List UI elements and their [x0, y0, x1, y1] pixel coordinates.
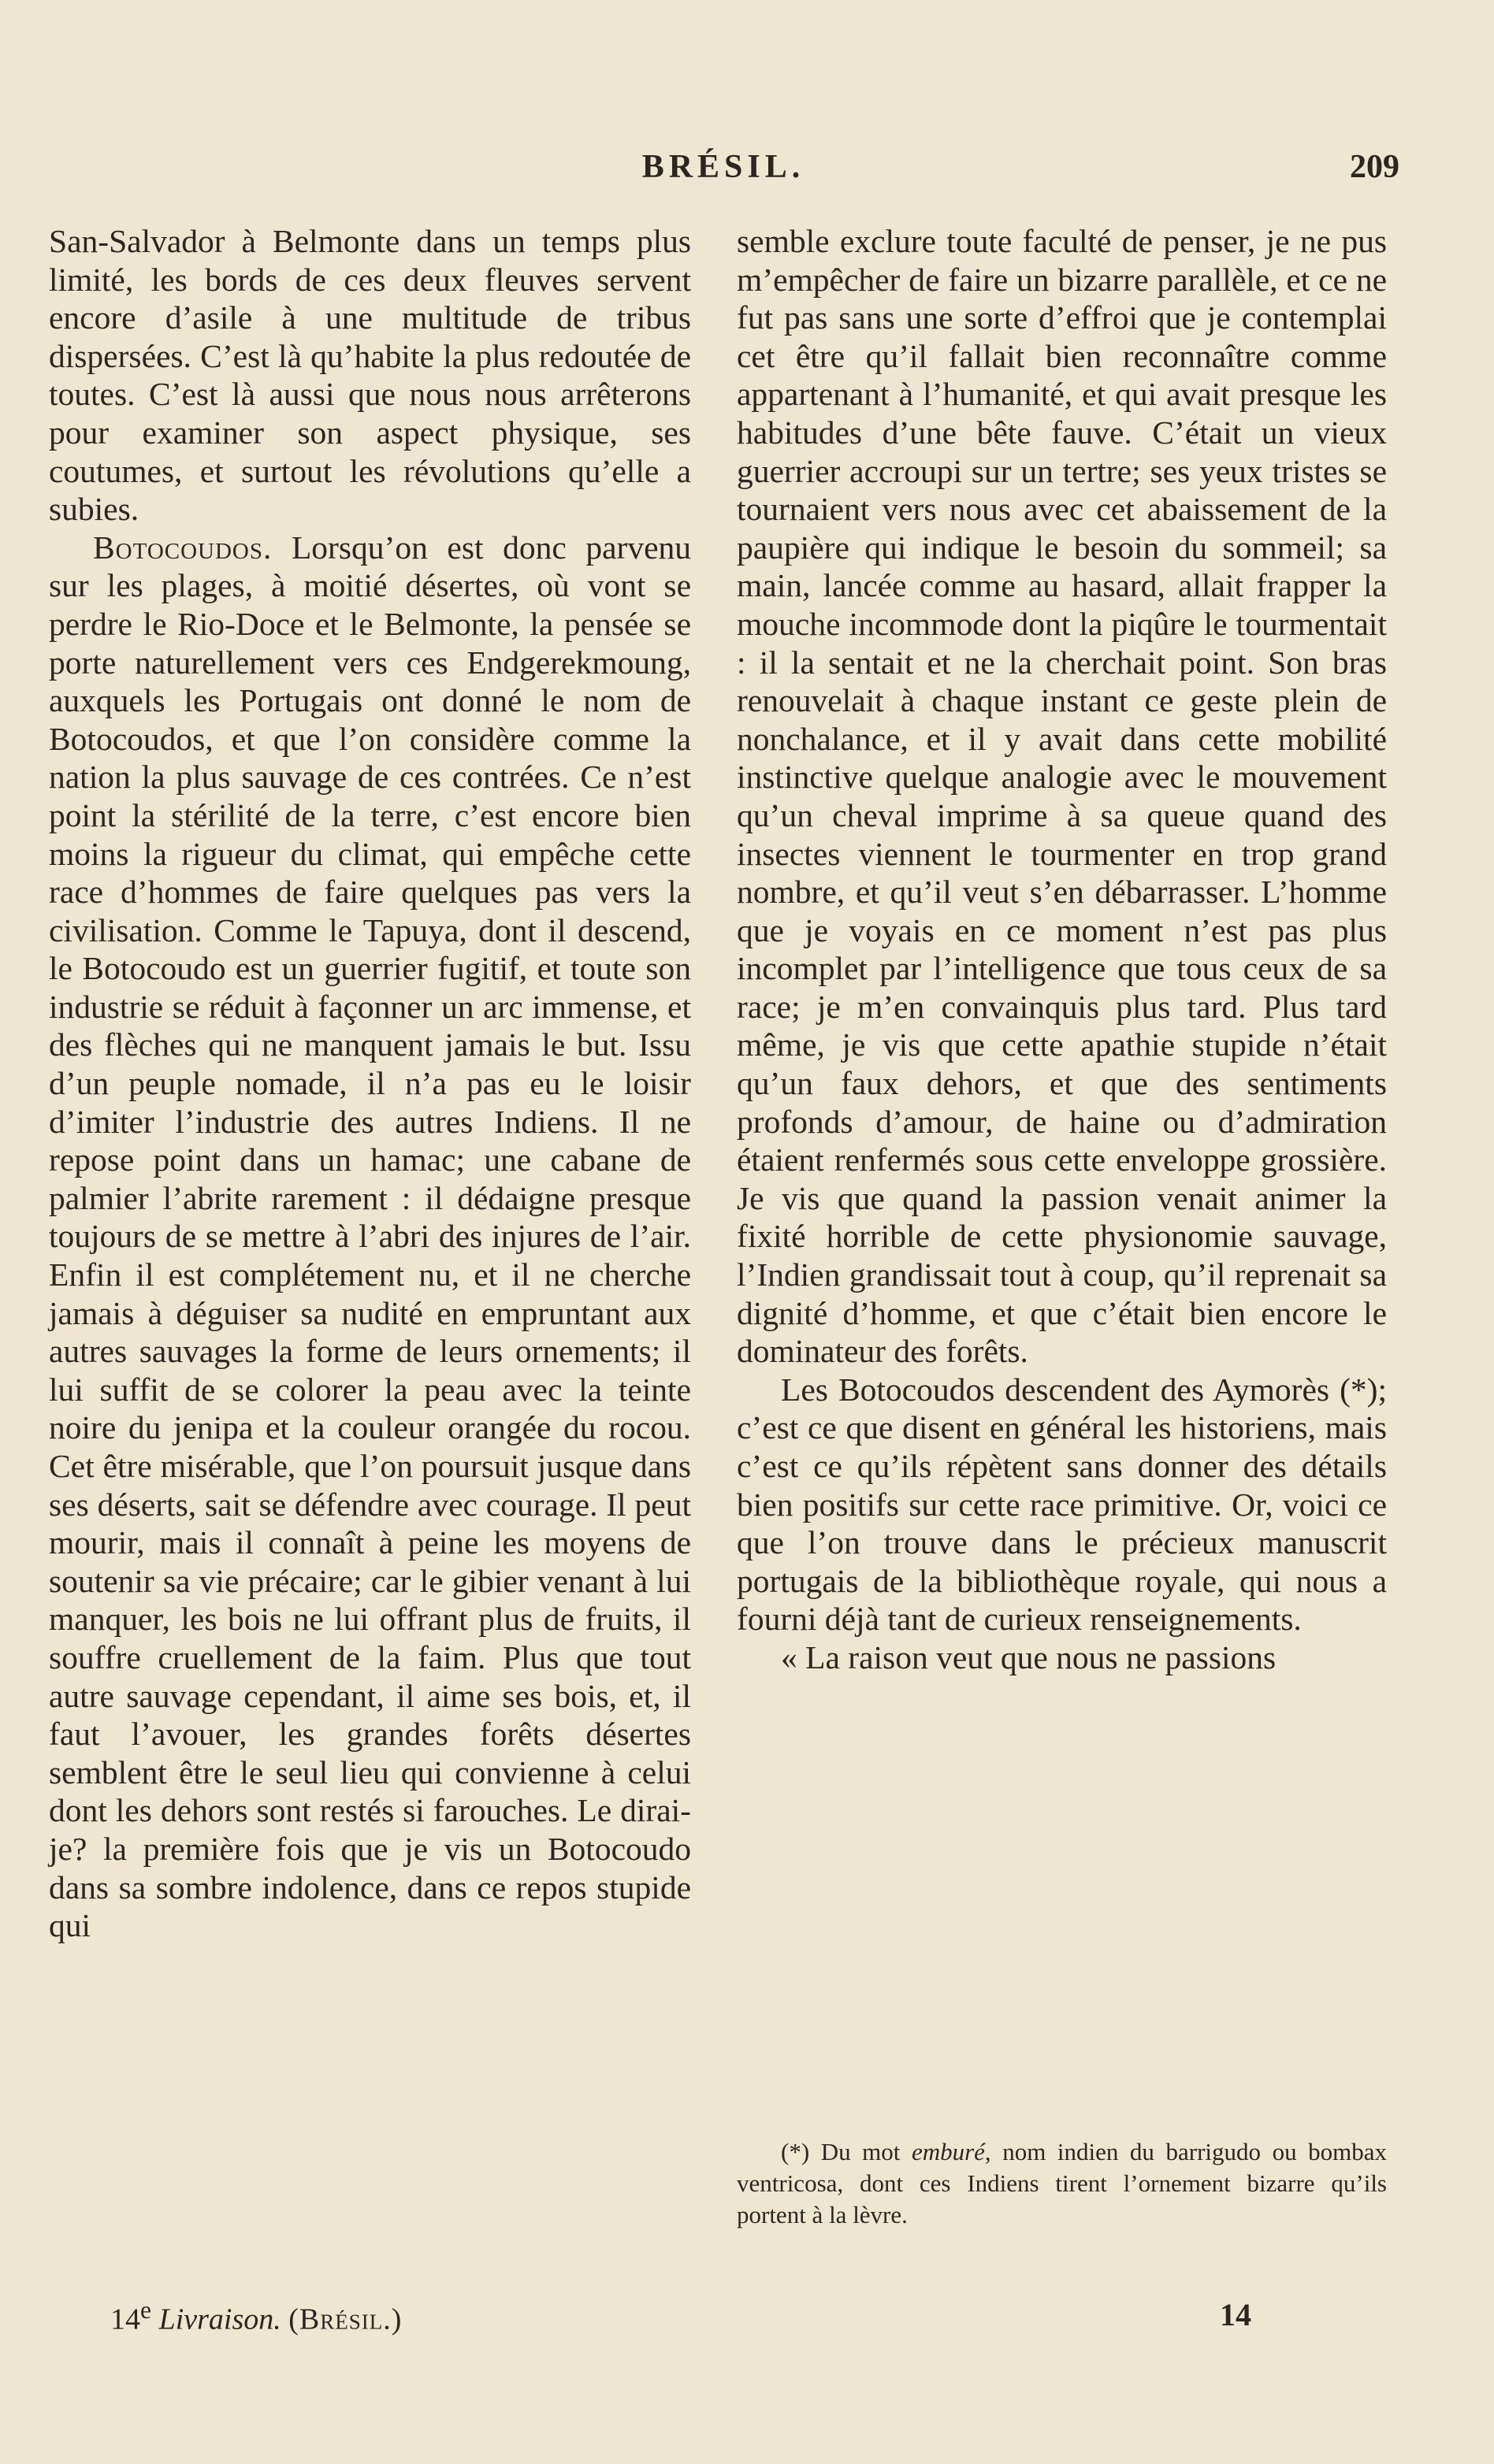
page-number: 209 [1350, 149, 1399, 185]
page-header [47, 142, 1399, 197]
section-lead: Botocoudos. [93, 529, 273, 566]
footnote-emphasis: emburé [911, 2138, 985, 2165]
livraison-word: Livraison. [158, 2303, 281, 2336]
left-paragraph-2 [49, 529, 691, 1945]
livraison-number: 14 [110, 2303, 140, 2336]
running-title: BRÉSIL. [641, 149, 805, 185]
footnote-text-before: (*) Du mot [781, 2138, 912, 2165]
right-paragraph-3: « La raison veut que nous ne passions [781, 1638, 1277, 1675]
right-paragraph-1: semble exclure toute faculté de penser, je ne pus m’empêcher de faire un bizarre parallèle, et ce ne fut pas sans une sorte d’effroi que je contemplai cet être qu’il fallait bien reconnaître comme appartenant à l’humanité, et qui avait presque les habitudes d’une bête fauve. C’était un vieux guerrier accroupi sur un tertre; ses yeux tristes se tournaient vers nous avec cet abaissement de la paupière qui indique le besoin du sommeil; sa main, lancée comme au hasard, allait frapper la mouche incommode dont la piqûre le tourmentait : il la sentait et ne la cherchait point. Son bras renouvelait à chaque instant ce geste plein de nonchalance, et il y avait dans cette mobilité instinctive quelque analogie avec le mouvement qu’un cheval imprime à sa queue quand des insectes viennent le tourmenter en trop grand nombre, et qu’il veut s’en débarrasser. L’homme que je voyais en ce moment n’est pas plus incomplet par l’intelligence que tous ceux de sa race; je m’en convainquis plus tard. Plus tard même, je vis que cette apathie stupide n’était qu’un faux dehors, et que des sentiments profonds d’amour, de haine ou d’admiration étaient renfermés sous cette enveloppe grossière. Je vis que quand la passion venait animer la fixité horrible de cette physionomie sauvage, l’Indien grandissait tout à coup, qu’il reprenait sa dignité d’homme, et que c’était bien encore le dominateur des forêts. [737, 223, 1387, 1370]
right-column [737, 222, 1387, 1677]
livraison-suffix: e [140, 2296, 152, 2324]
left-paragraph-1: San-Salvador à Belmonte dans un temps plus limité, les bords de ces deux fleuves servent encore d’asile à une multitude de tribus dispersées. C’est là qu’habite la plus redoutée de toutes. C’est là aussi que nous nous arrêterons pour examiner son aspect physique, ses coutumes, et surtout les révolutions qu’elle a subies. [49, 223, 691, 528]
left-paragraph-2-text: Lorsqu’on est donc parvenu sur les plages, à moitié désertes, où vont se perdre le Rio-Doce et le Belmonte, la pensée se porte naturellement vers ces Endgerekmoung, auxquels les Portugais ont donné le nom de Botocoudos, et que l’on considère comme la nation la plus sauvage de ces contrées. Ce n’est point la stérilité de la terre, c’est encore bien moins la rigueur du climat, qui empêche cette race d’hommes de faire quelques pas vers la civilisation. Comme le Tapuya, dont il descend, le Botocoudo est un guerrier fugitif, et toute son industrie se réduit à façonner un arc immense, et des flèches qui ne manquent jamais le but. Issu d’un peuple nomade, il n’a pas eu le loisir d’imiter l’industrie des autres Indiens. Il ne repose point dans un hamac; une cabane de palmier l’abrite rarement : il dédaigne presque toujours de se mettre à l’abri des injures de l’air. Enfin il est complétement nu, et il ne cherche jamais à déguiser sa nudité en empruntant aux autres sauvages la forme de leurs ornements; il lui suffit de se colorer la peau avec la teinte noire du jenipa et la couleur orangée du rocou. Cet être misérable, que l’on poursuit jusque dans ses déserts, sait se défendre avec courage. Il peut mourir, mais il connaît à peine les moyens de soutenir sa vie précaire; car le gibier venant à lui manquer, les bois ne lui offrant plus de fruits, il souffre cruellement de la faim. Plus que tout autre sauvage cependant, il aime ses bois, et, il faut l’avouer, les grandes forêts désertes semblent être le seul lieu qui convienne à celui dont les dehors sont restés si farouches. Le dirai-je? la première fois que je vis un Botocoudo dans sa sombre indolence, dans ce repos stupide qui [49, 529, 691, 1944]
sheet-signature: 14 [1220, 2297, 1251, 2332]
livraison-paren: (Brésil.) [288, 2303, 403, 2336]
footnote [737, 2136, 1387, 2231]
right-paragraph-2: Les Botocoudos descendent des Aymorès (*); c’est ce que disent en général les historiens, mais c’est ce qu’ils répètent sans donner des détails bien positifs sur cette race primitive. Or, voici ce que l’on trouve dans le précieux manuscrit portugais de la bibliothèque royale, qui nous a fourni déjà tant de curieux renseignements. [737, 1371, 1387, 1638]
left-column [49, 222, 691, 2290]
footnote-text-after: , nom indien du barrigudo ou bombax ventricosa, dont ces Indiens tirent l’ornement bizarre qu’ils portent à la lèvre. [737, 2138, 1387, 2228]
livraison-line [110, 2296, 402, 2337]
